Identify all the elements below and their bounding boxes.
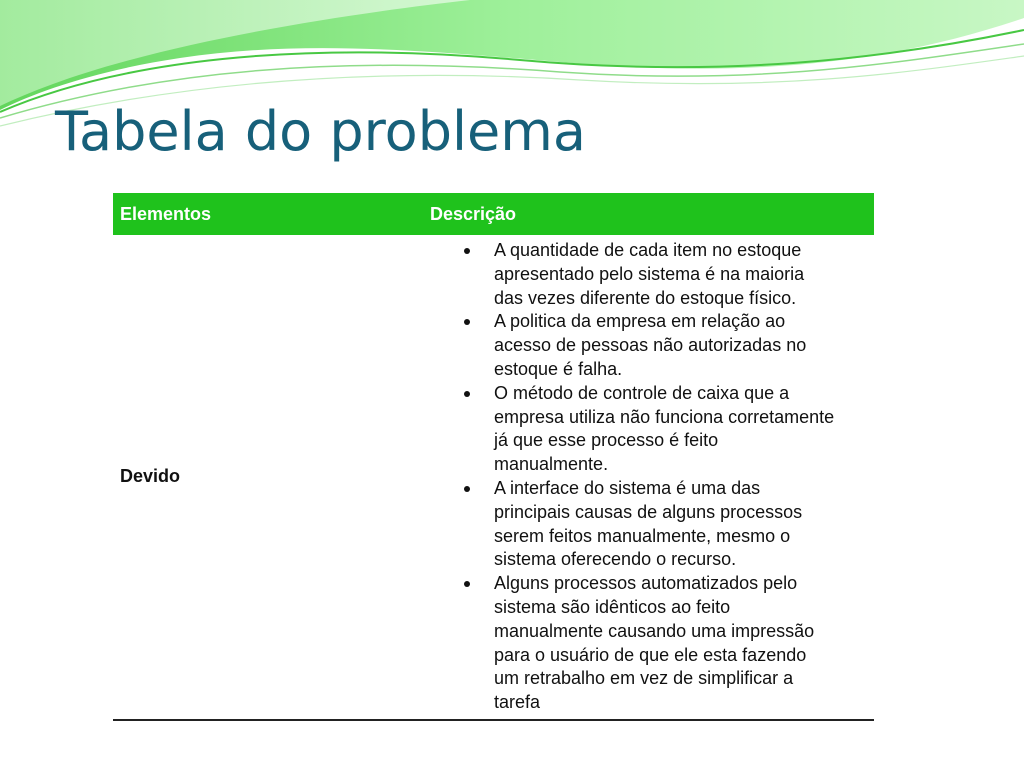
column-header-elements: Elementos — [113, 193, 420, 235]
bullet-icon — [464, 581, 470, 587]
list-item-text: A politica da empresa em relação ao acesso de pessoas não autorizadas no estoque é falha. — [494, 311, 807, 379]
list-item — [446, 310, 836, 381]
list-item-text: A interface do sistema é uma das principais causas de alguns processos serem feitos manualmente, mesmo o sistema oferecendo o recurso. — [494, 477, 803, 570]
table-row — [113, 235, 874, 720]
bullet-icon — [464, 319, 470, 325]
list-item-text: A quantidade de cada item no estoque apresentado pelo sistema é na maioria das vezes diferente do estoque físico. — [494, 240, 805, 308]
list-item — [446, 477, 836, 572]
bullet-icon — [464, 391, 470, 397]
description-cell — [420, 235, 874, 720]
list-item-text: Alguns processos automatizados pelo sistema são idênticos ao feito manualmente causando uma impressão para o usuário de que ele esta fazendo um retrabalho em vez de simplificar a tarefa — [494, 573, 815, 713]
list-item — [446, 239, 836, 310]
description-list — [420, 239, 874, 715]
problem-table — [113, 193, 874, 721]
list-item-text: O método de controle de caixa que a empresa utiliza não funciona corretamente já que esse processo é feito manualmente. — [494, 382, 835, 475]
bullet-icon — [464, 248, 470, 254]
column-header-description: Descrição — [420, 193, 874, 235]
bullet-icon — [464, 486, 470, 492]
element-cell: Devido — [113, 235, 420, 720]
slide-title: Tabela do problema — [55, 100, 586, 163]
table-header-row — [113, 193, 874, 235]
list-item — [446, 382, 836, 477]
list-item — [446, 572, 836, 715]
problem-table-container — [113, 193, 874, 721]
